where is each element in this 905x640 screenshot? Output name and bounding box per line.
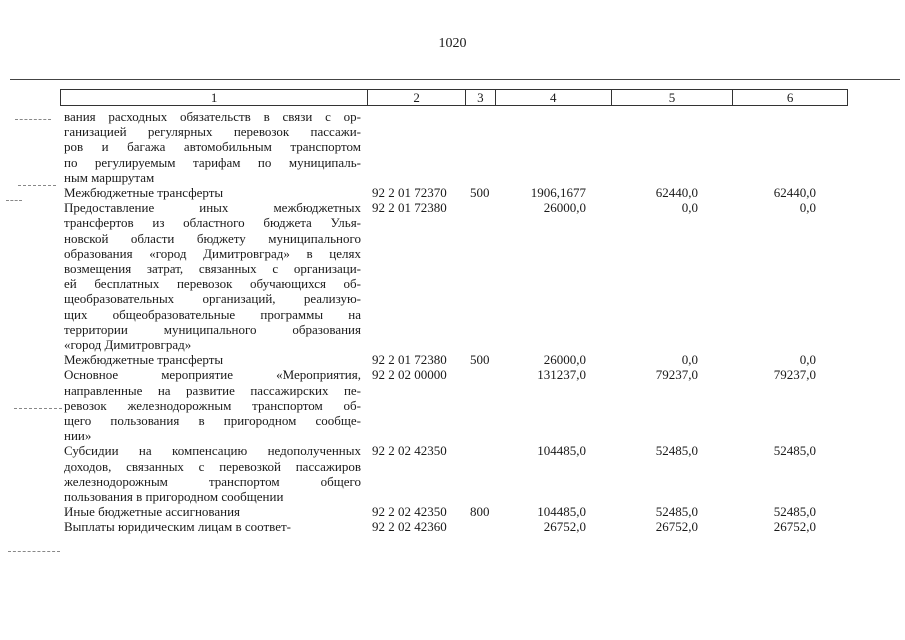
row-name-line: щих общеобразовательные программы на — [64, 306, 361, 322]
row-vr: 500 — [470, 352, 490, 368]
row-value-col6: 52485,0 — [773, 443, 816, 459]
budget-table-body — [0, 109, 905, 535]
column-header-2: 2 — [368, 90, 466, 105]
row-name-line: Предоставление иных межбюджетных — [64, 200, 361, 216]
row-name-line: образования «город Димитровград» в целях — [64, 245, 361, 261]
column-header-6: 6 — [786, 90, 794, 105]
page-number: 1020 — [438, 36, 467, 51]
row-vr: 500 — [470, 185, 490, 201]
table-row — [0, 504, 905, 519]
table-row — [0, 352, 905, 367]
row-name-line: ревозок железнодорожным транспортом об- — [64, 397, 361, 413]
row-value-col6: 79237,0 — [773, 367, 816, 383]
row-name-line: Выплаты юридическим лицам в соответ- — [64, 519, 291, 535]
row-value-col5: 52485,0 — [655, 443, 698, 459]
table-row — [0, 443, 905, 504]
row-value-col4: 131237,0 — [537, 367, 586, 383]
row-name — [64, 200, 361, 352]
row-name-line: ным маршрутам — [64, 169, 155, 185]
row-value-col6: 0,0 — [799, 352, 816, 368]
row-name-line: ганизацией регулярных перевозок пассажи- — [64, 124, 361, 140]
column-header-5: 5 — [612, 90, 734, 105]
column-header-4: 4 — [496, 90, 612, 105]
row-value-col4: 1906,1677 — [530, 185, 586, 201]
row-name — [64, 504, 361, 519]
row-name-line: вания расходных обязательств в связи с ор- — [64, 109, 361, 124]
column-header-1: 1 — [61, 90, 368, 105]
table-row — [0, 519, 905, 534]
row-name-line: железнодорожным транспортом общего — [64, 473, 361, 489]
scan-artifact-line — [8, 551, 60, 552]
row-name-line: возмещения затрат, связанных с организаци- — [64, 261, 361, 277]
column-header-row — [60, 89, 848, 106]
row-name — [64, 185, 361, 200]
row-value-col5: 52485,0 — [655, 504, 698, 520]
row-value-col5: 0,0 — [681, 352, 698, 368]
row-value-col6: 62440,0 — [773, 185, 816, 201]
row-name-line: нии» — [64, 428, 92, 444]
row-code: 92 2 01 72370 — [372, 185, 447, 201]
row-name-line: Межбюджетные трансферты — [64, 352, 224, 368]
row-name — [64, 352, 361, 367]
row-value-col5: 26752,0 — [655, 519, 698, 535]
row-name-line: доходов, связанных с перевозкой пассажиров — [64, 458, 361, 474]
table-row — [0, 185, 905, 200]
row-value-col5: 79237,0 — [655, 367, 698, 383]
row-code: 92 2 02 42350 — [372, 443, 447, 459]
row-name-line: Основное мероприятие «Мероприятия, — [64, 367, 361, 383]
row-value-col5: 62440,0 — [655, 185, 698, 201]
row-name — [64, 519, 361, 534]
row-name-line: ей бесплатных перевозок обучающихся об- — [64, 276, 361, 292]
row-name-line: Межбюджетные трансферты — [64, 185, 224, 201]
column-header-3: 3 — [466, 90, 496, 105]
row-value-col4: 104485,0 — [537, 504, 586, 520]
row-name-line: Иные бюджетные ассигнования — [64, 504, 241, 520]
row-name-line: направленные на развитие пассажирских пе- — [64, 382, 361, 398]
row-name-line: щеобразовательных организаций, реализую- — [64, 291, 361, 307]
row-code: 92 2 02 00000 — [372, 367, 447, 383]
row-name-line: щего пользования в пригородном сообще- — [64, 413, 361, 429]
top-rule — [10, 79, 900, 80]
row-name — [64, 443, 361, 504]
row-vr: 800 — [470, 504, 490, 520]
row-name-line: ров и багажа автомобильным транспортом — [64, 139, 361, 155]
row-name-line: территории муниципального образования — [64, 321, 361, 337]
table-row — [0, 200, 905, 352]
row-code: 92 2 01 72380 — [372, 200, 447, 216]
row-name-line: по регулируемым тарифам по муниципаль- — [64, 154, 361, 170]
row-name-line: трансфертов из областного бюджета Улья- — [64, 215, 361, 231]
table-row — [0, 367, 905, 443]
row-value-col6: 0,0 — [799, 200, 816, 216]
row-value-col4: 26000,0 — [543, 200, 586, 216]
row-value-col6: 52485,0 — [773, 504, 816, 520]
row-name-line: «город Димитровград» — [64, 337, 192, 353]
row-name — [64, 109, 361, 185]
table-row — [0, 109, 905, 185]
row-value-col6: 26752,0 — [773, 519, 816, 535]
row-value-col4: 104485,0 — [537, 443, 586, 459]
row-name-line: Субсидии на компенсацию недополученных — [64, 443, 361, 459]
row-name-line: пользования в пригородном сообщении — [64, 489, 284, 505]
row-name-line: новской области бюджету муниципального — [64, 230, 361, 246]
row-value-col4: 26000,0 — [543, 352, 586, 368]
row-code: 92 2 01 72380 — [372, 352, 447, 368]
row-code: 92 2 02 42350 — [372, 504, 447, 520]
row-code: 92 2 02 42360 — [372, 519, 447, 535]
row-value-col5: 0,0 — [681, 200, 698, 216]
row-value-col4: 26752,0 — [543, 519, 586, 535]
row-name — [64, 367, 361, 443]
